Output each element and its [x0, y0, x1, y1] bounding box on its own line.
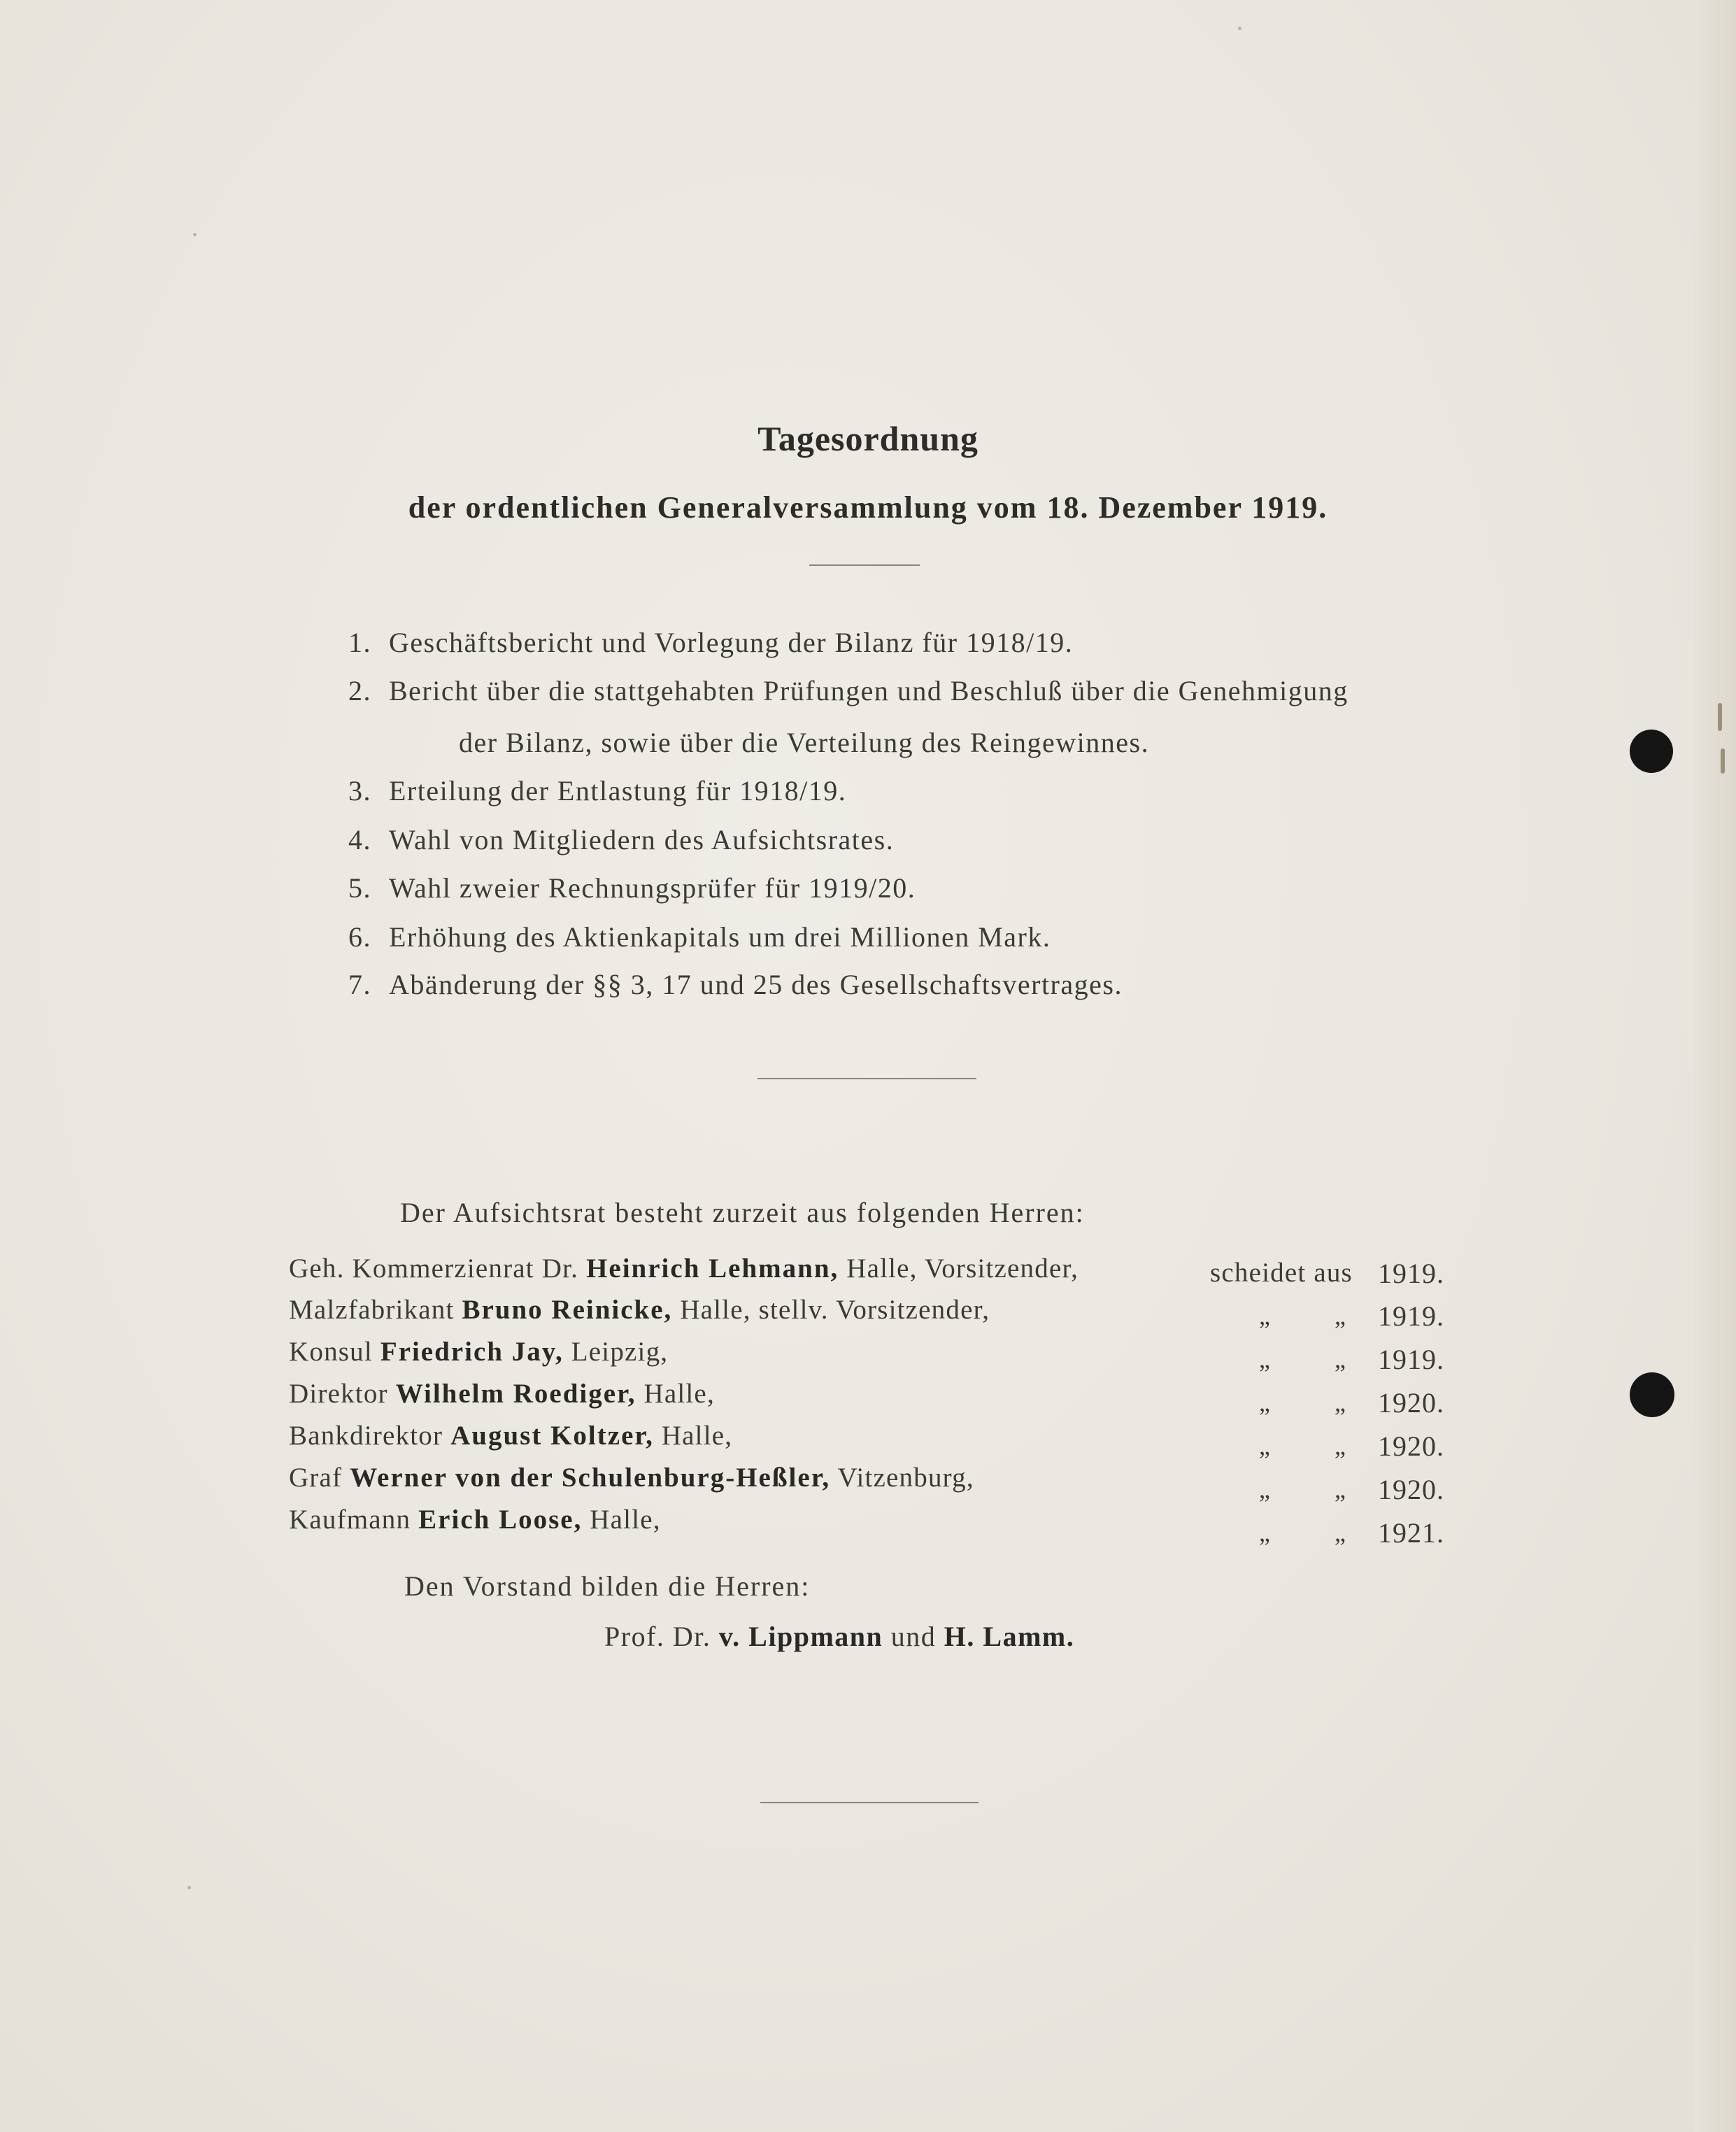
agenda-text: Wahl zweier Rechnungsprüfer für 1919/20. — [389, 872, 916, 904]
agenda-number: 5. — [348, 872, 371, 904]
punch-hole — [1630, 730, 1673, 773]
agenda-item — [348, 921, 1051, 953]
agenda-item — [348, 674, 1349, 707]
agenda-item — [348, 823, 895, 856]
agenda-item — [348, 626, 1074, 659]
paper-speck — [1238, 27, 1241, 30]
ditto-mark: „ — [1259, 1432, 1270, 1460]
member-details: Halle, Vorsitzender, — [846, 1253, 1079, 1284]
member-title: Kaufmann — [289, 1505, 411, 1535]
member-details: Halle, — [590, 1505, 661, 1535]
member-term-year: 1919. — [1378, 1258, 1444, 1289]
member-details: Halle, — [643, 1379, 715, 1409]
ditto-mark: „ — [1259, 1388, 1270, 1416]
ditto-mark: „ — [1259, 1345, 1270, 1373]
board-member-row — [289, 1420, 732, 1451]
member-title: Konsul — [289, 1337, 373, 1367]
agenda-continuation: der Bilanz, sowie über die Verteilung des Reingewinnes. — [459, 727, 1150, 758]
agenda-text: Abänderung der §§ 3, 17 und 25 des Gesellschaftsvertrages. — [389, 969, 1123, 1000]
member-term-year: 1920. — [1378, 1430, 1444, 1462]
executive-members — [604, 1620, 1074, 1653]
member-title: Malzfabrikant — [289, 1295, 455, 1325]
member-term-year: 1921. — [1378, 1517, 1444, 1549]
member-details: Halle, stellv. Vorsitzender, — [680, 1295, 990, 1325]
member-details: Vitzenburg, — [837, 1463, 974, 1493]
paper-speck — [1718, 703, 1722, 731]
executive-name: H. Lamm. — [944, 1621, 1075, 1652]
member-term-year: 1920. — [1378, 1387, 1444, 1419]
member-term-year: 1919. — [1378, 1300, 1444, 1332]
board-member-row — [289, 1336, 668, 1367]
member-status: scheidet aus — [1210, 1258, 1353, 1288]
agenda-text: Wahl von Mitgliedern des Aufsichtsrates. — [389, 824, 895, 855]
ditto-mark: „ — [1259, 1475, 1270, 1503]
paper-speck — [193, 233, 197, 236]
board-member-row — [289, 1462, 974, 1493]
agenda-number: 3. — [348, 775, 371, 806]
divider — [760, 1802, 979, 1803]
ditto-mark: „ — [1335, 1519, 1346, 1547]
member-details: Leipzig, — [571, 1337, 669, 1367]
member-name: Erich Loose, — [418, 1505, 583, 1535]
executive-conjunction: und — [890, 1621, 937, 1652]
ditto-mark: „ — [1259, 1302, 1270, 1330]
board-intro: Der Aufsichtsrat besteht zurzeit aus folgenden Herren: — [400, 1197, 1085, 1228]
member-title: Direktor — [289, 1379, 388, 1409]
agenda-item — [348, 968, 1123, 1001]
paper-speck — [1721, 748, 1725, 774]
agenda-text: Bericht über die stattgehabten Prüfungen und Beschluß über die Genehmigung — [389, 675, 1349, 706]
board-member-row — [289, 1294, 990, 1326]
executive-prefix: Prof. Dr. — [604, 1621, 711, 1652]
agenda-text: Erteilung der Entlastung für 1918/19. — [389, 775, 847, 806]
divider — [809, 564, 920, 566]
member-term-year: 1920. — [1378, 1474, 1444, 1505]
member-title: Graf — [289, 1463, 343, 1493]
page-edge — [1694, 0, 1736, 2132]
member-title: Geh. Kommerzienrat Dr. — [289, 1253, 579, 1284]
ditto-mark: „ — [1335, 1345, 1346, 1373]
agenda-number: 7. — [348, 969, 371, 1000]
paper-speck — [187, 1886, 191, 1889]
member-name: Heinrich Lehmann, — [586, 1253, 839, 1284]
board-member-row — [289, 1378, 715, 1409]
punch-hole — [1630, 1372, 1674, 1417]
board-member-row — [289, 1504, 661, 1535]
agenda-number: 6. — [348, 921, 371, 953]
member-name: August Koltzer, — [450, 1421, 654, 1451]
agenda-text: Erhöhung des Aktienkapitals um drei Millionen Mark. — [389, 921, 1051, 953]
member-name: Werner von der Schulenburg-Heßler, — [350, 1463, 831, 1493]
member-name: Wilhelm Roediger, — [395, 1379, 636, 1409]
ditto-mark: „ — [1335, 1388, 1346, 1416]
ditto-mark: „ — [1335, 1302, 1346, 1330]
member-details: Halle, — [661, 1421, 733, 1451]
page-subtitle: der ordentlichen Generalversammlung vom 18. Dezember 1919. — [408, 490, 1328, 525]
agenda-number: 1. — [348, 627, 371, 658]
agenda-number: 4. — [348, 824, 371, 855]
ditto-mark: „ — [1335, 1432, 1346, 1460]
agenda-text: Geschäftsbericht und Vorlegung der Bilanz für 1918/19. — [389, 627, 1074, 658]
member-term-year: 1919. — [1378, 1344, 1444, 1375]
member-title: Bankdirektor — [289, 1421, 443, 1451]
agenda-item — [348, 774, 847, 807]
executive-name: v. Lippmann — [718, 1621, 883, 1652]
divider — [757, 1078, 976, 1079]
member-name: Bruno Reinicke, — [462, 1295, 673, 1325]
member-name: Friedrich Jay, — [380, 1337, 564, 1367]
agenda-item — [348, 872, 916, 904]
board-member-row — [289, 1253, 1079, 1284]
agenda-number: 2. — [348, 675, 371, 706]
page-title: Tagesordnung — [757, 419, 979, 458]
ditto-mark: „ — [1335, 1475, 1346, 1503]
ditto-mark: „ — [1259, 1519, 1270, 1547]
executive-intro: Den Vorstand bilden die Herren: — [404, 1570, 811, 1602]
